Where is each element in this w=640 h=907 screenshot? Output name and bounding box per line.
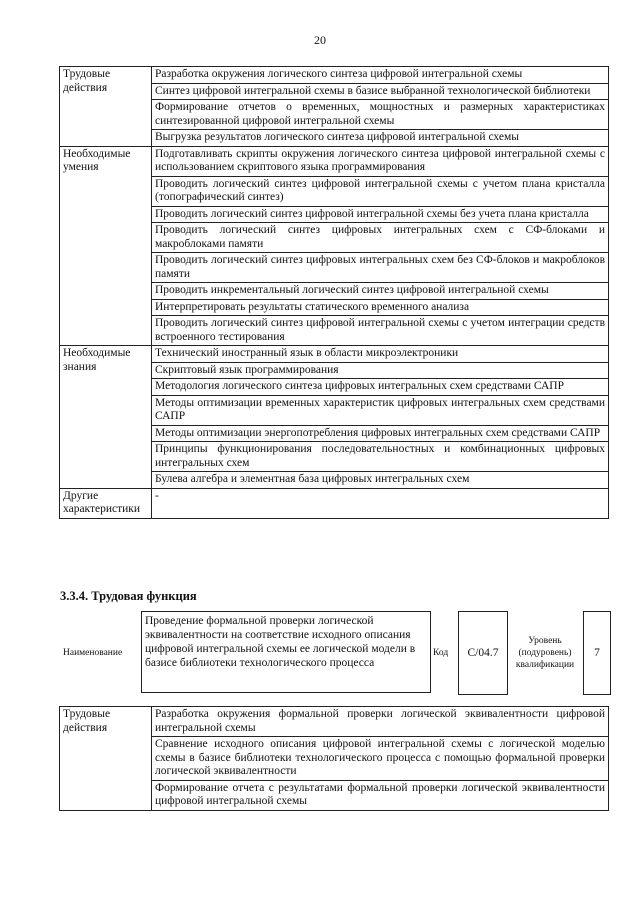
table-cell: Принципы функционирования последовательностных и комбинационных цифровых интегральных схем (152, 442, 609, 472)
table-cell: Методы оптимизации временных характеристик цифровых интегральных схем средствами САПР (152, 395, 609, 425)
table-cell: Методы оптимизации энергопотребления цифровых интегральных схем средствами САПР (152, 425, 609, 442)
table-cell: Интерпретировать результаты статического временного анализа (152, 299, 609, 316)
table-cell: Формирование отчета с результатами формальной проверки логической эквивалентности цифровой интегральной схемы (152, 780, 609, 810)
table-cell: Разработка окружения формальной проверки логической эквивалентности цифровой интегральной схемы (152, 707, 609, 737)
table-cell: Технический иностранный язык в области микроэлектроники (152, 346, 609, 363)
table-cell: Методология логического синтеза цифровых интегральных схем средствами САПР (152, 379, 609, 396)
table-cell: Формирование отчетов о временных, мощностных и размерных характеристиках синтезированной цифровой интегральной схемы (152, 100, 609, 130)
requirements-table (59, 66, 609, 519)
row-label-skills: Необходимые умения (60, 146, 152, 346)
table-row (60, 346, 609, 363)
table-row (60, 488, 609, 518)
row-label-actions: Трудовые действия (60, 707, 152, 811)
row-label-knowledge: Необходимые знания (60, 346, 152, 489)
row-label-other: Другие характеристики (60, 488, 152, 518)
page-number: 20 (314, 33, 326, 47)
name-label: Наименование (63, 648, 123, 658)
function-actions-table (59, 706, 609, 811)
table-cell: Выгрузка результатов логического синтеза цифровой интегральной схемы (152, 130, 609, 147)
table-cell: - (152, 488, 609, 518)
row-label-actions: Трудовые действия (60, 67, 152, 147)
table-cell: Проводить логический синтез цифровых интегральных схем без СФ-блоков и макроблоков памяти (152, 253, 609, 283)
table-row (60, 707, 609, 737)
table-row (60, 67, 609, 84)
level-label: Уровень (подуровень) квалификации (515, 636, 575, 670)
table-cell: Проводить логический синтез цифровой интегральной схемы с учетом интеграции средств встроенного тестирования (152, 316, 609, 346)
qualification-level: 7 (583, 611, 611, 695)
table-cell: Булева алгебра и элементная база цифровых интегральных схем (152, 472, 609, 489)
table-cell: Скриптовый язык программирования (152, 362, 609, 379)
function-header (59, 611, 611, 695)
table-cell: Проводить инкрементальный логический синтез цифровой интегральной схемы (152, 283, 609, 300)
function-name: Проведение формальной проверки логической эквивалентности на соответствие исходного описания цифровой интегральной схемы ее логической модели в базисе библиотеки технологического процесса (141, 611, 431, 693)
table-cell: Подготавливать скрипты окружения логического синтеза цифровой интегральной схемы с использованием скриптового языка программирования (152, 146, 609, 176)
table-cell: Проводить логический синтез цифровой интегральной схемы с учетом плана кристалла (топографический синтез) (152, 176, 609, 206)
section-heading: 3.3.4. Трудовая функция (60, 589, 197, 603)
table-cell: Сравнение исходного описания цифровой интегральной схемы с логической моделью схемы в базисе библиотеки технологического процесса с помощью формальной проверки логической эквивалентности (152, 737, 609, 781)
code-label: Код (433, 648, 449, 658)
table-cell: Разработка окружения логического синтеза цифровой интегральной схемы (152, 67, 609, 84)
function-code: C/04.7 (458, 611, 508, 695)
table-row (60, 146, 609, 176)
table-cell: Проводить логический синтез цифровой интегральной схемы без учета плана кристалла (152, 206, 609, 223)
table-cell: Проводить логический синтез цифровых интегральных схем с СФ-блоками и макроблоками памяти (152, 223, 609, 253)
table-cell: Синтез цифровой интегральной схемы в базисе выбранной технологической библиотеки (152, 83, 609, 100)
